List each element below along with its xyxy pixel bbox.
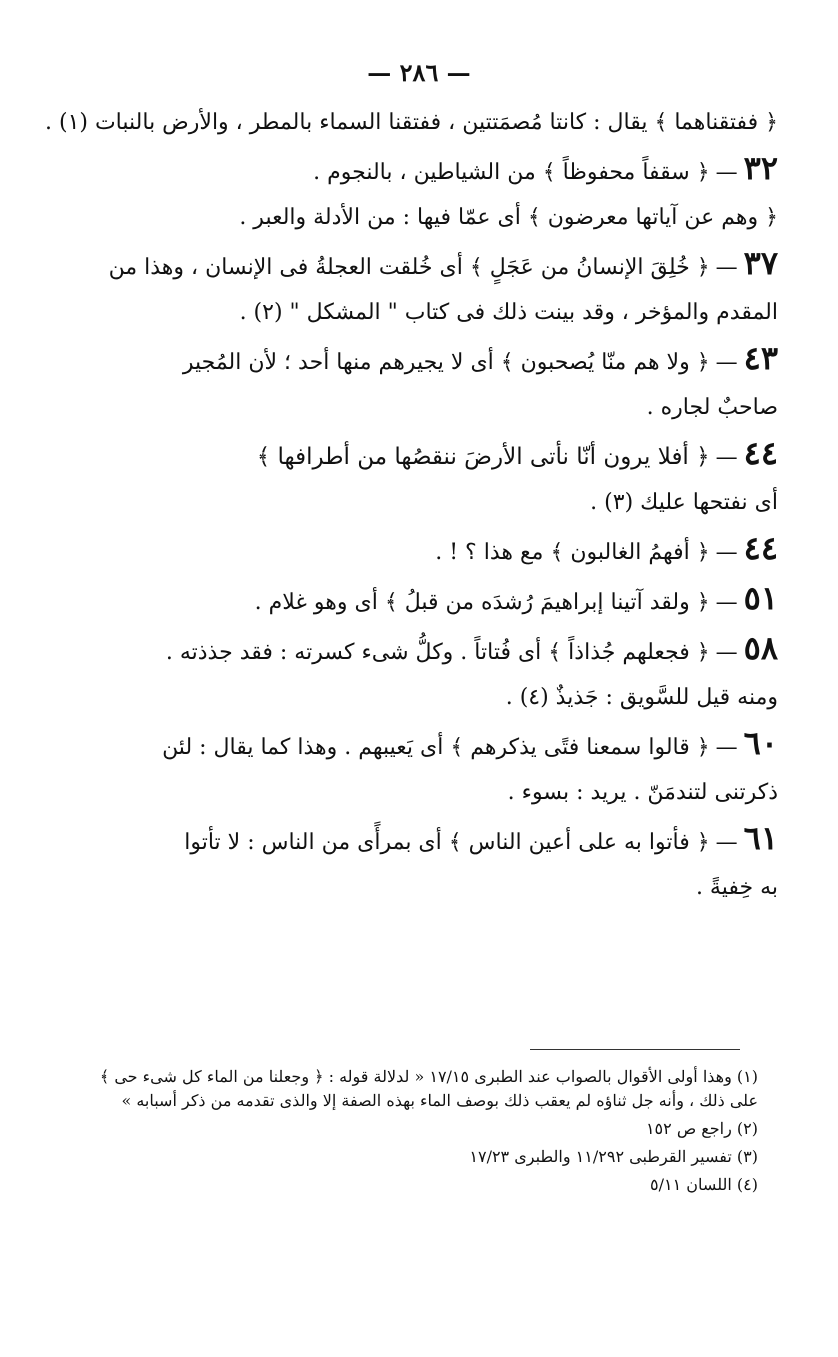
text-line: المقدم والمؤخر ، وقد بينت ذلك فى كتاب " المشكل " (٢) .: [239, 300, 778, 325]
footnote: (٤) اللسان ٥/١١: [650, 1175, 758, 1194]
verse-number: ٣٧: [743, 244, 778, 282]
text-line: ﴿ وهم عن آياتها معرضون ﴾ أى عمّا فيها : من الأدلة والعبر .: [239, 205, 778, 230]
text-line: أى نفتحها عليك (٣) .: [590, 490, 778, 515]
text-line: ٤٤—﴿ أفلا يرون أنّا نأتى الأرضَ ننقصُها من أطرافها ﴾: [256, 434, 778, 472]
text-line: ذكرتنى لتندمَنّ . يريد : بسوء .: [507, 780, 778, 805]
main-text: [44, 108, 778, 918]
text-line: ٤٤—﴿ أفهمُ الغالبون ﴾ مع هذا ؟ ! .: [435, 529, 778, 567]
text-line: ٦٠—﴿ قالوا سمعنا فتًى يذكرهم ﴾ أى يَعيبهم . وهذا كما يقال : لئن: [162, 724, 778, 762]
text-line: ﴿ ففتقناهما ﴾ يقال : كانتا مُصمَتتين ، ففتقنا السماء بالمطر ، والأرض بالنبات (١) .: [44, 110, 778, 135]
text-line: صاحبٌ لجاره .: [646, 395, 778, 420]
verse-number: ٦٠: [743, 724, 778, 762]
verse-number: ٥٨: [743, 629, 778, 667]
text-line: ٣٢—﴿ سقفاً محفوظاً ﴾ من الشياطين ، بالنجوم .: [313, 149, 778, 187]
text-line: ٥٨—﴿ فجعلهم جُذاذاً ﴾ أى فُتاتاً . وكلُّ شىء كسرته : فقد جذذته .: [165, 629, 778, 667]
text-line: ٤٣—﴿ ولا هم منّا يُصحبون ﴾ أى لا يجيرهم منها أحد ؛ لأن المُجير: [182, 339, 778, 377]
text-line: ومنه قيل للسَّويق : جَذيذٌ (٤) .: [505, 685, 778, 710]
footnotes: [70, 1065, 758, 1201]
verse-number: ٣٢: [743, 149, 778, 187]
text-line: ٦١—﴿ فأتوا به على أعين الناس ﴾ أى بمرأًى من الناس : لا تأتوا: [184, 819, 778, 857]
verse-number: ٤٤: [743, 434, 778, 472]
verse-number: ٥١: [743, 579, 778, 617]
verse-number: ٦١: [743, 819, 778, 857]
footnote: (٣) تفسير القرطبى ١١/٢٩٢ والطبرى ١٧/٢٣: [469, 1147, 758, 1166]
text-line: به خِفيةً .: [695, 875, 778, 900]
footnote: (٢) راجع ص ١٥٢: [645, 1119, 758, 1138]
verse-number: ٤٣: [743, 339, 778, 377]
verse-number: ٤٤: [743, 529, 778, 567]
text-line: ٥١—﴿ ولقد آتينا إبراهيمَ رُشدَه من قبلُ ﴾ أى وهو غلام .: [254, 579, 778, 617]
page-number: — ٢٨٦ —: [367, 58, 471, 87]
text-line: ٣٧—﴿ خُلِقَ الإنسانُ من عَجَلٍ ﴾ أى خُلقت العجلةُ فى الإنسان ، وهذا من: [108, 244, 778, 282]
footnote-divider: [530, 1049, 740, 1050]
footnote: (١) وهذا أولى الأقوال بالصواب عند الطبرى ١٧/١٥ « لدلالة قوله : ﴿ وجعلنا من الماء كل شىء حى ﴾ على ذلك ، وأنه جل ثناؤه لم يعقب ذلك بوصف الماء بهذه الصفة إلا والذى تقدمه من ذكر أسبابه »: [99, 1067, 758, 1110]
